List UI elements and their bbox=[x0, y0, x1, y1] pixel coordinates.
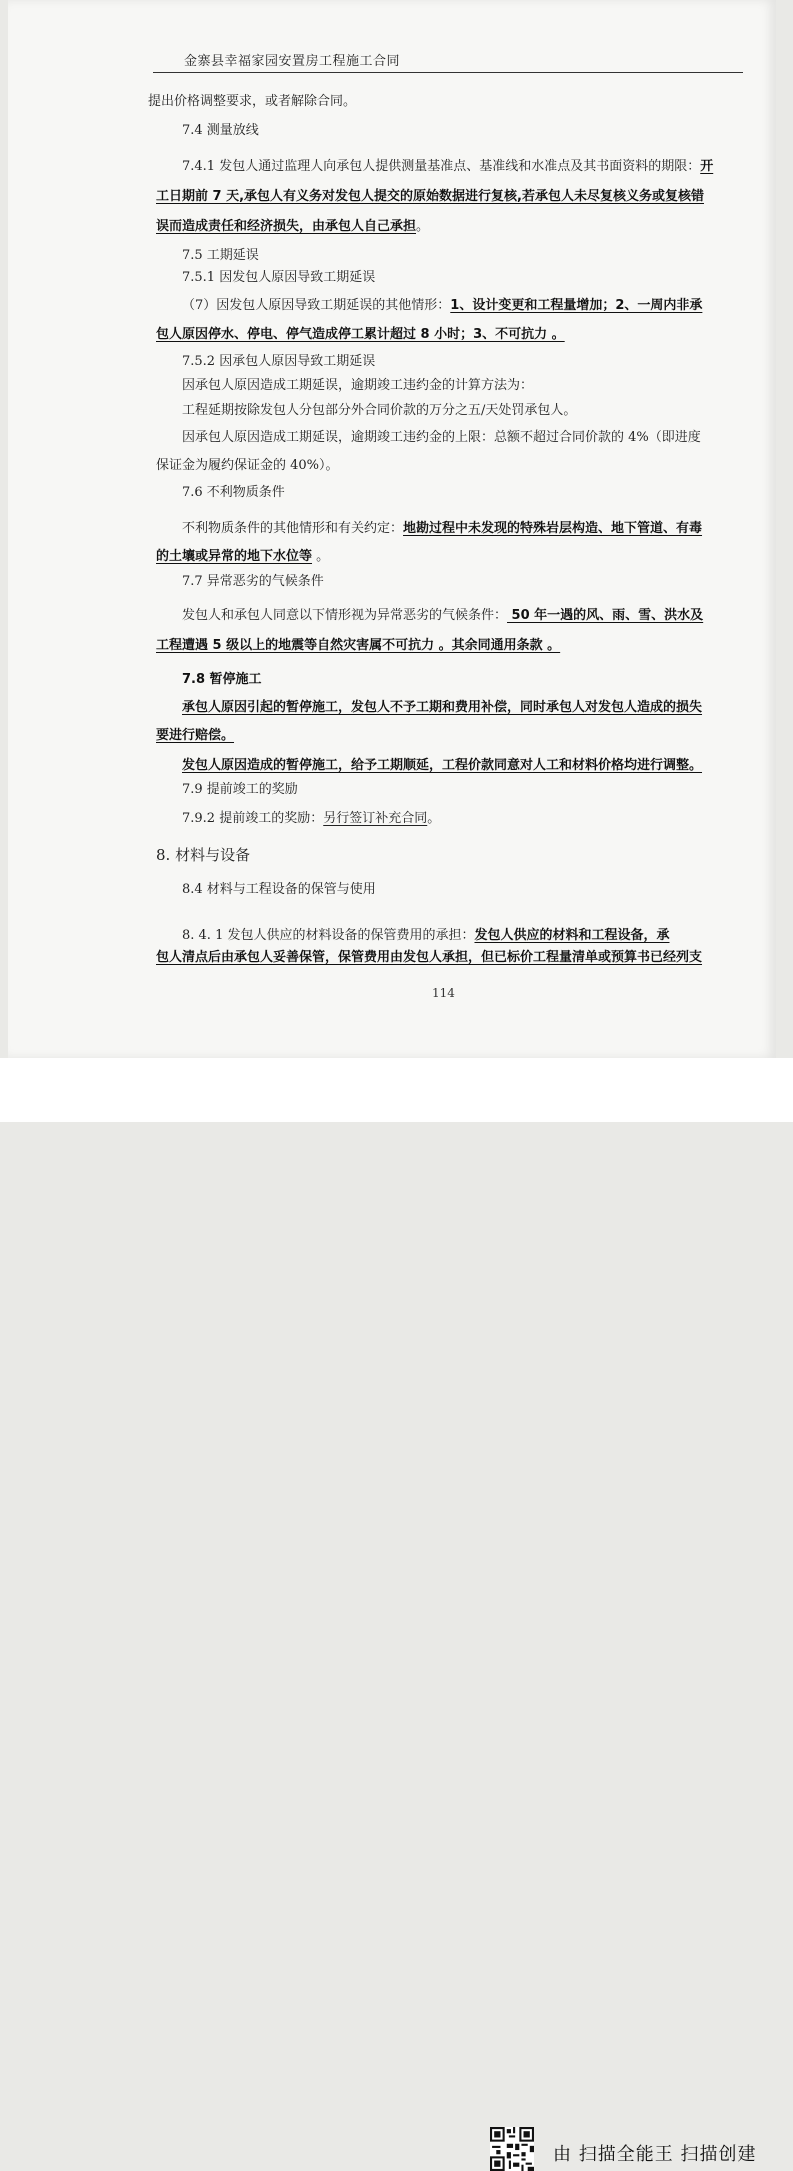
page-number: 114 bbox=[432, 986, 455, 1000]
text-line: 的土壤或异常的地下水位等 。 bbox=[156, 549, 330, 564]
scanner-watermark-bar bbox=[0, 1058, 793, 2165]
text-line: 8. 4. 1 发包人供应的材料设备的保管费用的承担：发包人供应的材料和工程设备，承 bbox=[182, 928, 670, 943]
text-line: 包人原因停水、停电、停气造成停工累计超过 8 小时；3、不可抗力 。 bbox=[156, 327, 565, 342]
section-heading: 7.9 提前竣工的奖励 bbox=[182, 782, 298, 797]
header-divider bbox=[153, 72, 743, 73]
section-heading: 7.5.2 因承包人原因导致工期延误 bbox=[182, 354, 376, 369]
text-line: 因承包人原因造成工期延误，逾期竣工违约金的上限：总额不超过合同价款的 4%（即进度 bbox=[182, 430, 701, 445]
section-heading: 7.5.1 因发包人原因导致工期延误 bbox=[182, 270, 376, 285]
text-line: 不利物质条件的其他情形和有关约定：地勘过程中未发现的特殊岩层构造、地下管道、有毒 bbox=[182, 521, 703, 536]
section-heading: 7.5 工期延误 bbox=[182, 248, 259, 263]
chapter-heading: 8. 材料与设备 bbox=[156, 846, 251, 864]
scanner-credit: 由 扫描全能王 扫描创建 bbox=[553, 2144, 757, 2165]
text-line: 承包人原因引起的暂停施工，发包人不予工期和费用补偿，同时承包人对发包人造成的损失 bbox=[182, 700, 703, 715]
text-line: 误而造成责任和经济损失，由承包人自己承担。 bbox=[156, 219, 430, 234]
text-line: （7）因发包人原因导致工期延误的其他情形：1、设计变更和工程量增加；2、一周内非承 bbox=[182, 298, 703, 313]
text-line: 工程遭遇 5 级以上的地震等自然灾害属不可抗力 。其余同通用条款 。 bbox=[156, 638, 561, 653]
text-line: 包人清点后由承包人妥善保管，保管费用由发包人承担，但已标价工程量清单或预算书已经列支 bbox=[156, 950, 703, 965]
text-line: 因承包人原因造成工期延误，逾期竣工违约金的计算方法为： bbox=[182, 378, 534, 393]
running-header: 金寨县幸福家园安置房工程施工合同 bbox=[184, 54, 401, 69]
text-line: 7.4.1 发包人通过监理人向承包人提供测量基准点、基准线和水准点及其书面资料的期限：开 bbox=[182, 159, 714, 174]
text-line: 工程延期按除发包人分包部分外合同价款的万分之五/天处罚承包人。 bbox=[182, 403, 577, 418]
section-heading: 8.4 材料与工程设备的保管与使用 bbox=[182, 882, 376, 897]
section-heading: 7.4 测量放线 bbox=[182, 123, 259, 138]
text-line: 要进行赔偿。 bbox=[156, 728, 235, 743]
section-heading: 7.8 暂停施工 bbox=[182, 672, 262, 687]
text-line: 保证金为履约保证金的 40%）。 bbox=[156, 458, 339, 473]
text-line: 7.9.2 提前竣工的奖励：另行签订补充合同。 bbox=[182, 811, 441, 826]
text-line: 提出价格调整要求，或者解除合同。 bbox=[148, 94, 357, 109]
section-heading: 7.7 异常恶劣的气候条件 bbox=[182, 574, 324, 589]
text-line: 发包人和承包人同意以下情形视为异常恶劣的气候条件： 50 年一遇的风、雨、雪、洪水及 bbox=[182, 608, 704, 623]
scanned-page bbox=[8, 0, 776, 1058]
text-line: 发包人原因造成的暂停施工，给予工期顺延，工程价款同意对人工和材料价格均进行调整。 bbox=[182, 758, 703, 773]
text-line: 工日期前 7 天,承包人有义务对发包人提交的原始数据进行复核,若承包人未尽复核义务或复核错 bbox=[156, 189, 704, 204]
section-heading: 7.6 不利物质条件 bbox=[182, 485, 285, 500]
qr-code-icon bbox=[490, 2127, 534, 2171]
